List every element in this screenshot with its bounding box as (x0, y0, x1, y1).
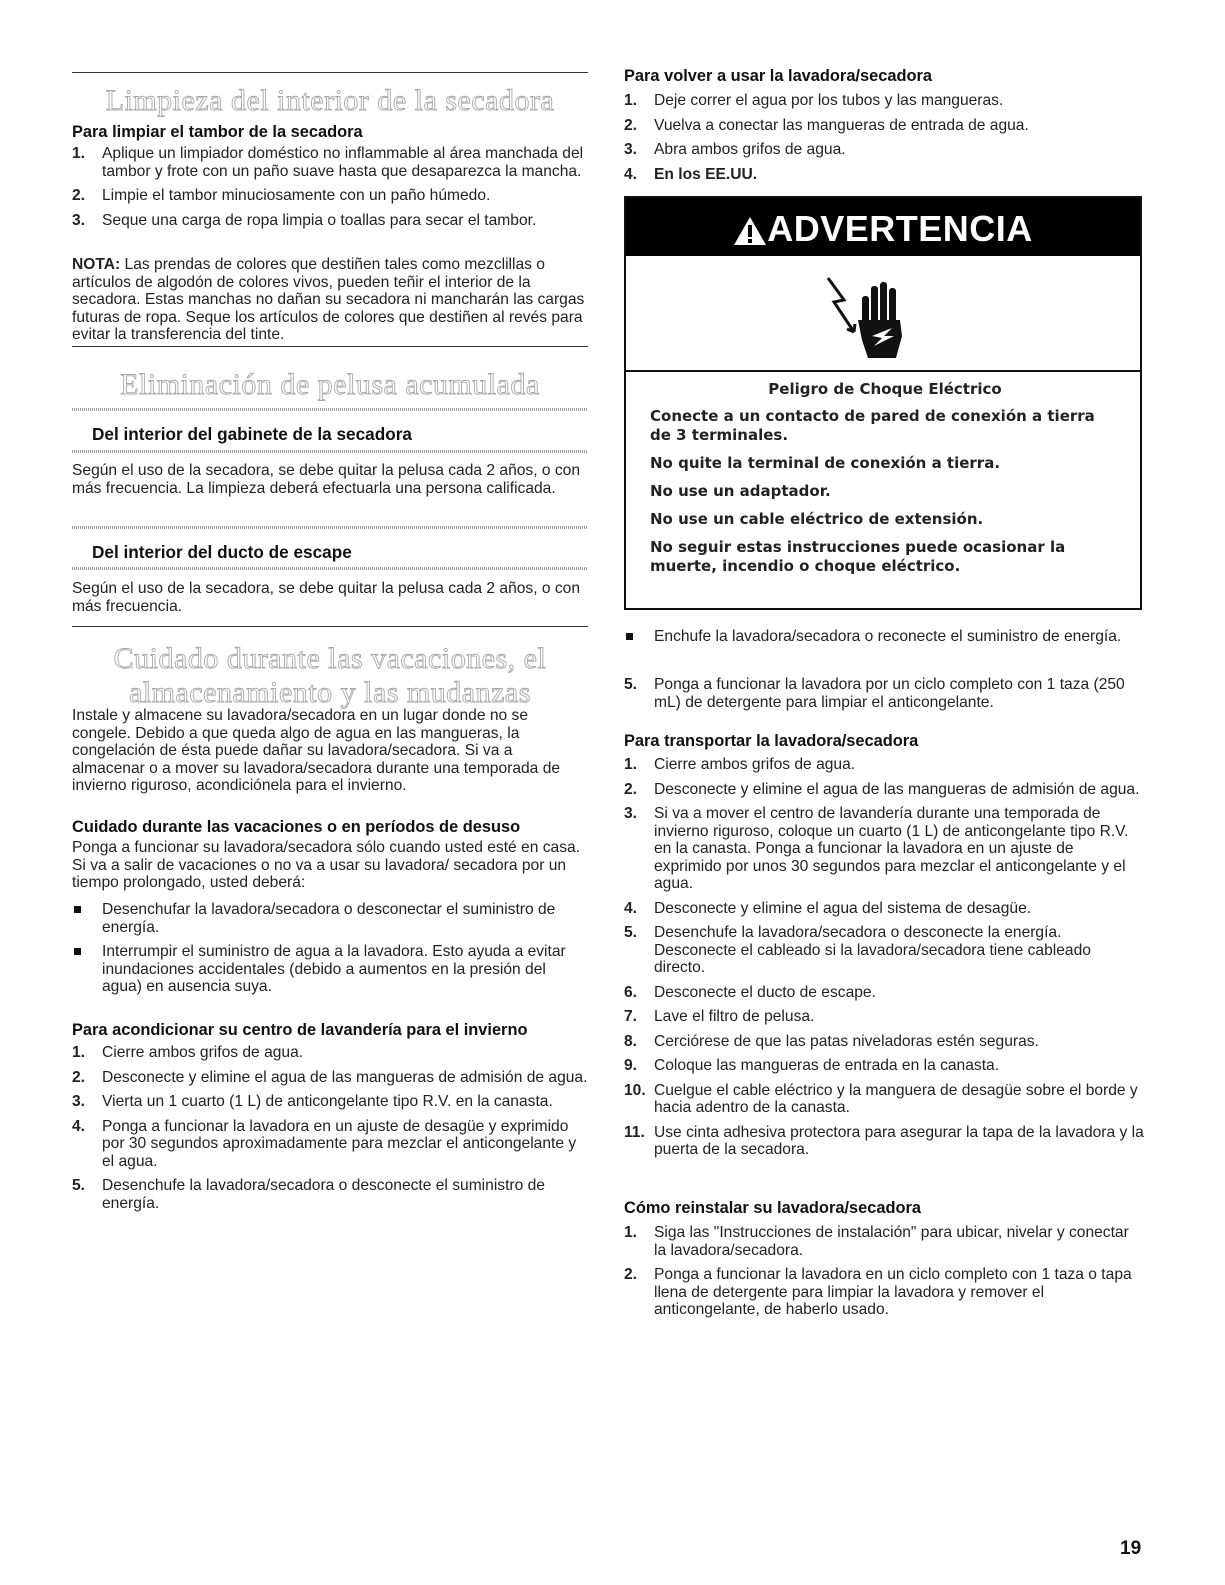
subheading-cabinet: Del interior del gabinete de la secadora (92, 424, 412, 444)
item-text: Si va a mover el centro de lavandería durante una temporada de invierno riguroso, coloque un cuarto (1 L) de anticongelante tipo R.V. en la canasta. Ponga a funcionar la lavadora en un ajuste de exprimido por unos 30 segundos para mezclar el anticongelante y el agua. (654, 805, 1129, 892)
list-item (624, 1124, 1144, 1159)
warning-icon-area (626, 256, 1140, 372)
item-text: Vuelva a conectar las mangueras de entrada de agua. (654, 116, 1029, 134)
page-number: 19 (1120, 1538, 1142, 1559)
winterize-steps-list (72, 1044, 588, 1219)
item-number: 6. (624, 983, 638, 1001)
item-number: 4. (624, 899, 638, 917)
note-label: NOTA: (72, 256, 121, 273)
warning-box (624, 196, 1142, 610)
bullet-item (624, 628, 1144, 646)
drum-steps-list (72, 145, 588, 236)
subheading-duct: Del interior del ducto de escape (92, 542, 352, 562)
item-text: Desconecte y elimine el agua de las mangueras de admisión de agua. (102, 1068, 588, 1086)
item-number: 10. (624, 1081, 646, 1099)
item-text: Siga las "Instrucciones de instalación" para ubicar, nivelar y conectar la lavadora/secadora. (654, 1224, 1129, 1259)
subheading-transport: Para transportar la lavadora/secadora (624, 732, 919, 750)
list-item (624, 1057, 1144, 1075)
transport-steps-list (624, 756, 1144, 1166)
item-number: 11. (624, 1123, 645, 1141)
item-number: 3. (72, 1093, 86, 1110)
item-number: 1. (72, 1044, 86, 1061)
subheading-reuse: Para volver a usar la lavadora/secadora (624, 67, 932, 85)
item-text: Abra ambos grifos de agua. (654, 141, 846, 158)
section-title-cleaning: Limpieza del interior de la secadora (105, 84, 555, 117)
reuse-steps-list (624, 92, 1144, 190)
list-item (624, 924, 1144, 977)
list-item (72, 1069, 588, 1087)
item-text: Ponga a funcionar la lavadora en un ciclo completo con 1 taza o tapa llena de detergente para limpiar la lavadora y remover el anticongelante, de haberlo usado. (654, 1266, 1132, 1318)
warning-header (626, 198, 1140, 256)
subheading-vacation: Cuidado durante las vacaciones o en períodos de desuso (72, 818, 521, 836)
bullet-text: Interrumpir el suministro de agua a la lavadora. Esto ayuda a evitar inundaciones accidentales (debido a aumentos en la presión del agua) en ausencia suya. (102, 943, 566, 995)
list-item (624, 141, 1144, 159)
list-item (624, 676, 1144, 711)
section-title-vacation-line1: Cuidado durante las vacaciones, el (113, 642, 547, 675)
item-number: 3. (624, 805, 638, 822)
item-text: Seque una carga de ropa limpia o toallas para secar el tambor. (102, 211, 537, 229)
item-text: Vierta un 1 cuarto (1 L) de anticongelante tipo R.V. en la canasta. (102, 1093, 553, 1110)
list-item (624, 1008, 1144, 1026)
item-number: 2. (624, 116, 638, 134)
list-item (624, 117, 1144, 135)
section-title-vacation-line2: almacenamiento y las mudanzas (129, 676, 531, 709)
item-text: Cierre ambos grifos de agua. (102, 1044, 304, 1061)
item-text: Ponga a funcionar la lavadora en un ajuste de desagüe y exprimido por 30 segundos aproximadamente para mezclar el anticongelante y el agua. (102, 1117, 577, 1170)
bullet-text: Desenchufar la lavadora/secadora o desconectar el suministro de energía. (102, 901, 556, 936)
item-number: 2. (624, 780, 638, 798)
list-item (72, 187, 588, 205)
reinstall-steps-list (624, 1224, 1144, 1326)
list-item (624, 1266, 1144, 1319)
warning-line: No seguir estas instrucciones puede ocasionar la muerte, incendio o choque eléctrico. (650, 538, 1066, 575)
item-text: Use cinta adhesiva protectora para asegurar la tapa de la lavadora y la puerta de la secadora. (654, 1123, 1144, 1158)
warning-body (650, 380, 1120, 585)
item-number: 3. (72, 211, 86, 229)
list-item (624, 1082, 1144, 1117)
item-number: 1. (624, 1224, 638, 1241)
list-item (72, 1118, 588, 1171)
reconnect-bullets (624, 628, 1144, 653)
list-item (624, 166, 1144, 184)
paragraph-duct: Según el uso de la secadora, se debe quitar la pelusa cada 2 años, o con más frecuencia. (72, 580, 581, 615)
item-number: 3. (624, 141, 638, 158)
list-item (624, 805, 1144, 893)
item-number: 5. (624, 924, 638, 941)
note-text: Las prendas de colores que destiñen tales como mezclillas o artículos de algodón de colores vivos, pueden teñir el interior de la secadora. Estas manchas no dañan su secadora ni mancharán las cargas futuras de ropa. Seque los artículos de colores que destiñen al revés para evitar la transferencia del tinte. (72, 256, 585, 343)
section-rule (72, 346, 588, 347)
bullet-text: Enchufe la lavadora/secadora o reconecte el suministro de energía. (654, 628, 1122, 645)
item-number: 1. (624, 756, 638, 773)
item-number: 1. (72, 145, 86, 162)
dotted-divider (72, 450, 588, 453)
paragraph-intro: Instale y almacene su lavadora/secadora en un lugar donde no se congele. Debido a que queda algo de agua en las mangueras, la congelación de ésta puede dañar su lavadora/secadora. Si va a almacenar o a mover su lavadora/secadora durante una temporada de invierno riguroso, acondiciónela para el invierno. (72, 707, 561, 794)
item-number: 2. (72, 1068, 86, 1086)
warning-header-text: ADVERTENCIA (767, 208, 1033, 249)
list-item (624, 900, 1144, 918)
list-item (624, 1033, 1144, 1051)
bullet-item (72, 943, 588, 996)
item-number: 9. (624, 1057, 638, 1074)
warning-line: No use un adaptador. (650, 482, 831, 500)
paragraph-vacation: Ponga a funcionar su lavadora/secadora sólo cuando usted esté en casa. Si va a salir de vacaciones o no va a usar su lavadora/ secadora por un tiempo prolongado, usted deberá: (72, 839, 581, 891)
item-text: Desenchufe la lavadora/secadora o desconecte la energía. Desconecte el cableado si la lavadora/secadora tiene cableado directo. (654, 924, 1091, 976)
list-item (624, 781, 1144, 799)
list-item (624, 984, 1144, 1002)
item-number: 8. (624, 1032, 638, 1050)
warning-line: No quite la terminal de conexión a tierra. (650, 454, 1001, 472)
item-text: Ponga a funcionar la lavadora por un ciclo completo con 1 taza (250 mL) de detergente para limpiar el anticongelante. (654, 676, 1125, 711)
item-number: 1. (624, 92, 638, 109)
list-item (72, 145, 588, 180)
list-item (624, 1224, 1144, 1259)
paragraph-cabinet: Según el uso de la secadora, se debe quitar la pelusa cada 2 años, o con más frecuencia. La limpieza deberá efectuarla una persona calificada. (72, 462, 581, 497)
section-title-lint: Eliminación de pelusa acumulada (120, 368, 540, 401)
vacation-bullets (72, 901, 588, 1003)
item-text: Desconecte el ducto de escape. (654, 983, 876, 1001)
subheading-drum: Para limpiar el tambor de la secadora (72, 123, 363, 141)
section-rule (72, 626, 588, 627)
item-text: Limpie el tambor minuciosamente con un paño húmedo. (102, 187, 491, 204)
item-text: Desconecte y elimine el agua de las mangueras de admisión de agua. (654, 780, 1140, 798)
warning-triangle-icon (733, 216, 767, 246)
cycle-step-list (624, 676, 1144, 718)
item-text: Aplique un limpiador doméstico no inflammable al área manchada del tambor y frote con un paño suave hasta que desaparezca la mancha. (102, 145, 584, 180)
list-item (624, 92, 1144, 110)
bullet-item (72, 901, 588, 936)
item-number: 5. (72, 1177, 86, 1194)
item-number: 4. (624, 165, 638, 183)
item-number: 7. (624, 1008, 638, 1025)
item-text: Cuelgue el cable eléctrico y la manguera de desagüe sobre el borde y hacia adentro de la canasta. (654, 1081, 1138, 1116)
item-number: 5. (624, 676, 638, 693)
dotted-divider (72, 408, 588, 411)
item-text: Deje correr el agua por los tubos y las mangueras. (654, 92, 1004, 109)
warning-line: No use un cable eléctrico de extensión. (650, 510, 984, 528)
item-text: Coloque las mangueras de entrada en la canasta. (654, 1057, 1000, 1074)
electric-shock-hand-icon (822, 266, 932, 362)
subheading-reinstall: Cómo reinstalar su lavadora/secadora (624, 1199, 921, 1217)
list-item (624, 756, 1144, 774)
warning-line: Conecte a un contacto de pared de conexión a tierra de 3 terminales. (650, 407, 1095, 444)
dotted-divider (72, 567, 588, 570)
item-text: Cerciórese de que las patas niveladoras estén seguras. (654, 1032, 1039, 1050)
item-text: Lave el filtro de pelusa. (654, 1008, 815, 1025)
item-text: Cierre ambos grifos de agua. (654, 756, 856, 773)
list-item (72, 1177, 588, 1212)
item-text: Desenchufe la lavadora/secadora o desconecte el suministro de energía. (102, 1177, 545, 1212)
dotted-divider (72, 526, 588, 529)
list-item (72, 1044, 588, 1062)
item-number: 4. (72, 1117, 86, 1135)
note-paragraph (72, 256, 588, 344)
section-rule (72, 72, 588, 73)
list-item (72, 212, 588, 230)
item-text: En los EE.UU. (654, 165, 758, 183)
list-item (72, 1093, 588, 1111)
warning-title: Peligro de Choque Eléctrico (768, 380, 1002, 398)
item-number: 2. (624, 1266, 638, 1283)
item-number: 2. (72, 187, 86, 204)
item-text: Desconecte y elimine el agua del sistema de desagüe. (654, 899, 1032, 917)
subheading-winterize: Para acondicionar su centro de lavandería para el invierno (72, 1021, 528, 1039)
